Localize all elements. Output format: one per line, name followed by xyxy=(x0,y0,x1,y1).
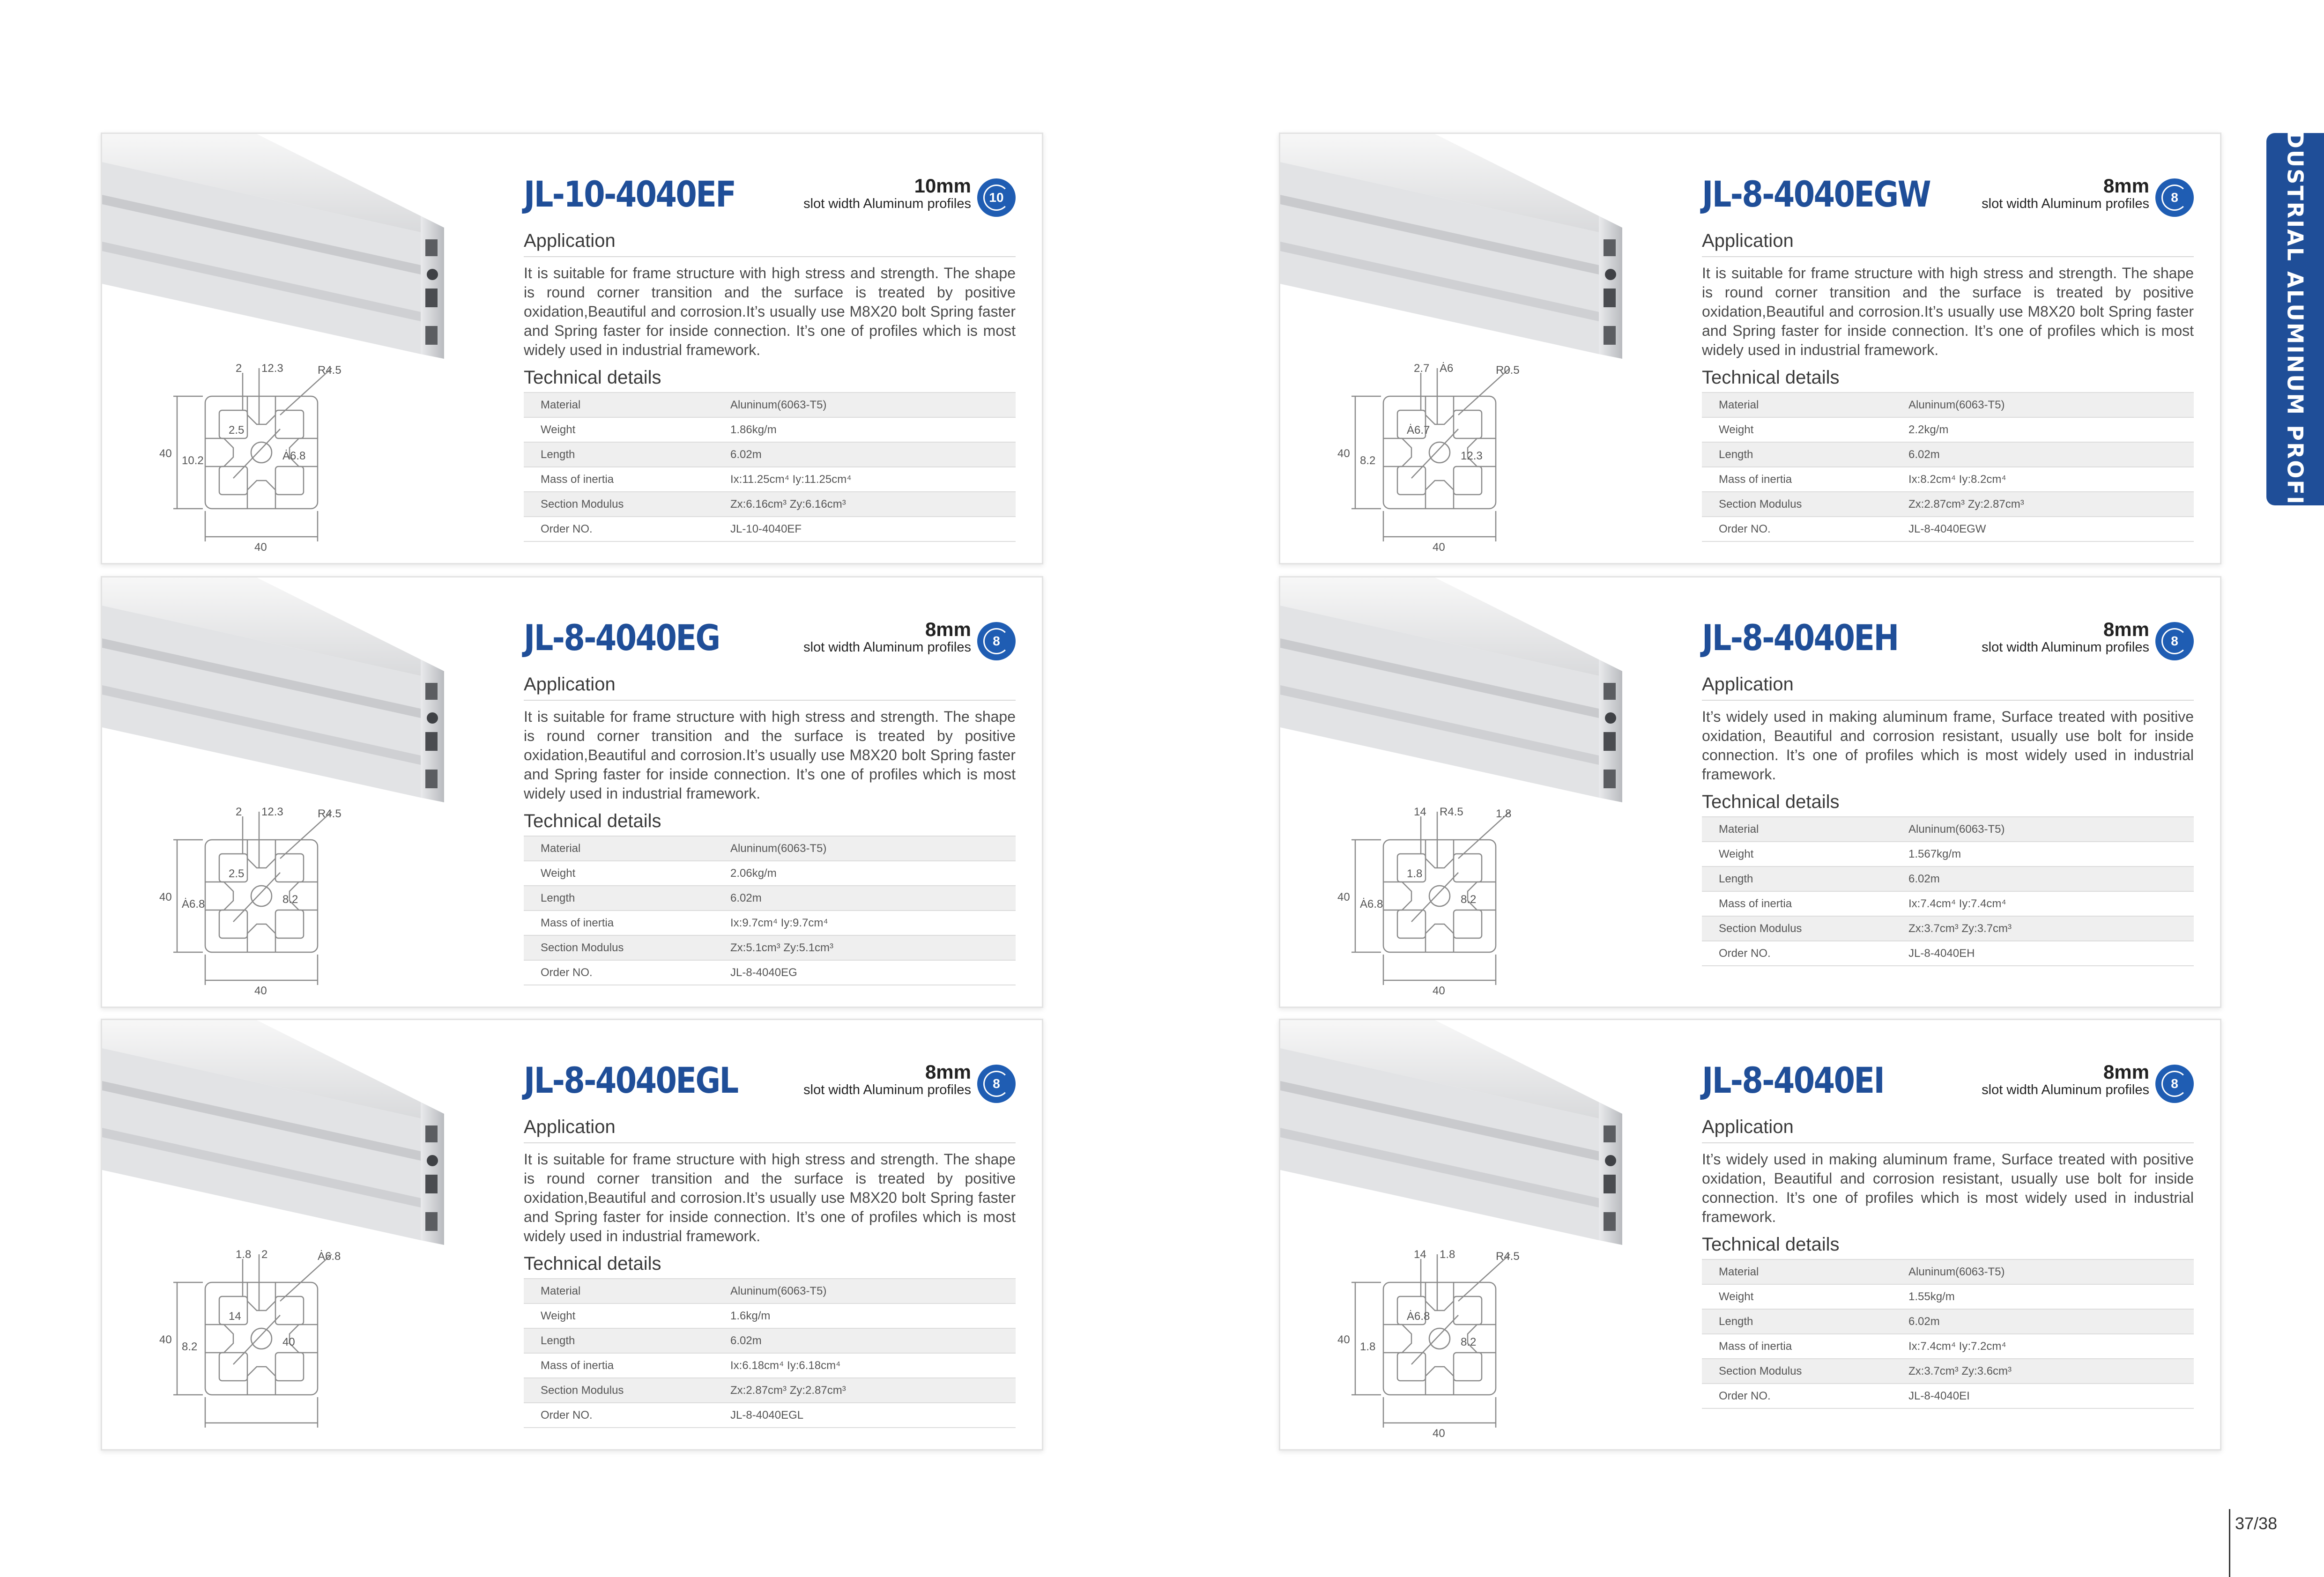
spec-key: Weight xyxy=(524,1303,713,1328)
spec-value: 6.02m xyxy=(713,886,1016,911)
spec-row-modulus xyxy=(1702,492,2194,517)
product-card-1 xyxy=(1279,133,2221,564)
spec-value: Zx:3.7cm³ Zy:3.6cm³ xyxy=(1892,1359,2194,1384)
cross-section-drawing xyxy=(159,1248,472,1451)
spec-key: Mass of inertia xyxy=(1702,1334,1892,1359)
spec-key: Section Modulus xyxy=(524,1378,713,1403)
spec-row-weight xyxy=(524,861,1016,886)
dim-label: 40 xyxy=(1337,1333,1350,1346)
section-side-tab xyxy=(2266,102,2324,537)
spec-row-modulus xyxy=(524,1378,1016,1403)
dim-label: Ȧ6.8 xyxy=(1360,898,1383,911)
slot-width-label xyxy=(1982,176,2149,212)
spec-row-weight xyxy=(524,1303,1016,1328)
profile-photo xyxy=(1280,577,1636,807)
spec-value: JL-8-4040EGW xyxy=(1892,517,2194,541)
slot-width-badge-icon xyxy=(977,178,1016,217)
dim-label: Ȧ6.8 xyxy=(318,1250,341,1263)
spec-value: Ix:7.4cm⁴ Iy:7.2cm⁴ xyxy=(1892,1334,2194,1359)
spec-value: Ix:7.4cm⁴ Iy:7.4cm⁴ xyxy=(1892,891,2194,916)
product-header xyxy=(1702,167,2194,218)
dim-label: 8.2 xyxy=(1461,893,1477,906)
dim-label: 8.2 xyxy=(282,893,298,906)
application-text: It is suitable for frame structure with high stress and strength. The shape is round corner transition and the surface is treated by positive oxidation,Beautiful and corrosion.It’s usually use M8X20 bolt Spring faster and Spring faster for inside connection. It’s one of profiles which is most widely used in industrial framework. xyxy=(524,1151,1016,1244)
spec-value: 1.6kg/m xyxy=(713,1303,1016,1328)
spec-row-weight xyxy=(1702,1284,2194,1309)
dim-label: 2 xyxy=(236,362,242,375)
product-header xyxy=(524,167,1016,218)
spec-key: Mass of inertia xyxy=(524,467,713,492)
spec-key: Section Modulus xyxy=(1702,492,1892,517)
spec-row-material xyxy=(1702,392,2194,417)
spec-key: Weight xyxy=(1702,842,1892,866)
dim-label: 1.8 xyxy=(236,1248,252,1261)
slot-width-description: slot width Aluminum profiles xyxy=(1982,1082,2149,1097)
spec-value: JL-8-4040EG xyxy=(713,960,1016,985)
spec-row-length xyxy=(1702,866,2194,891)
spec-table xyxy=(1702,1259,2194,1409)
spec-value: Aluninum(6063-T5) xyxy=(713,1279,1016,1303)
application-heading: Application xyxy=(1702,1117,2194,1143)
product-card-5 xyxy=(1279,1019,2221,1451)
slot-width-description: slot width Aluminum profiles xyxy=(1982,640,2149,655)
spec-value: 1.55kg/m xyxy=(1892,1284,2194,1309)
spec-row-order xyxy=(524,1403,1016,1428)
slot-width-badge-icon xyxy=(977,1065,1016,1103)
spec-row-inertia xyxy=(1702,1334,2194,1359)
spec-value: Ix:6.18cm⁴ Iy:6.18cm⁴ xyxy=(713,1353,1016,1378)
spec-row-inertia xyxy=(524,467,1016,492)
side-tab-label: INDUSTRIAL ALUMINUM PROFILE xyxy=(2282,102,2308,537)
badge-number: 8 xyxy=(983,1071,1010,1097)
spec-key: Material xyxy=(524,836,713,861)
spec-key: Material xyxy=(524,1279,713,1303)
spec-table xyxy=(524,392,1016,542)
spec-key: Weight xyxy=(1702,417,1892,442)
dim-label: 1.8 xyxy=(1496,807,1512,820)
application-text: It’s widely used in making aluminum frame, Surface treated with positive oxidation, Beautiful and corrosion resistant, usually use bolt for inside connection. It’s one of profiles which is most widely used in industrial framework. xyxy=(1702,1151,2194,1225)
spec-row-weight xyxy=(1702,417,2194,442)
product-card-2 xyxy=(101,576,1043,1008)
product-card-3 xyxy=(1279,576,2221,1008)
spec-value: Aluninum(6063-T5) xyxy=(713,392,1016,417)
spec-key: Length xyxy=(1702,1309,1892,1334)
spec-key: Section Modulus xyxy=(524,935,713,960)
spec-key: Order NO. xyxy=(524,1403,713,1428)
product-model-title: JL-8-4040EG xyxy=(524,617,720,659)
product-model-title: JL-8-4040EH xyxy=(1702,617,1898,659)
spec-table xyxy=(524,836,1016,985)
spec-value: 6.02m xyxy=(1892,866,2194,891)
product-header xyxy=(1702,610,2194,662)
dim-label: 1.8 xyxy=(1407,867,1423,880)
slot-width-description: slot width Aluminum profiles xyxy=(803,196,971,211)
slot-width-value: 8mm xyxy=(925,1061,971,1083)
profile-photo xyxy=(102,1020,458,1250)
spec-key: Mass of inertia xyxy=(524,911,713,935)
spec-row-length xyxy=(524,886,1016,911)
cross-section-drawing xyxy=(1337,1248,1650,1451)
dim-label: R4.5 xyxy=(318,364,342,377)
spec-row-weight xyxy=(524,417,1016,442)
spec-key: Section Modulus xyxy=(1702,916,1892,941)
application-text: It is suitable for frame structure with high stress and strength. The shape is round corner transition and the surface is treated by positive oxidation,Beautiful and corrosion.It’s usually use M8X20 bolt Spring faster and Spring faster for inside connection. It’s one of profiles which is most widely used in industrial framework. xyxy=(524,708,1016,802)
spec-row-modulus xyxy=(1702,1359,2194,1384)
spec-row-material xyxy=(524,1279,1016,1303)
spec-value: 1.567kg/m xyxy=(1892,842,2194,866)
spec-row-length xyxy=(1702,1309,2194,1334)
spec-value: 6.02m xyxy=(1892,1309,2194,1334)
spec-key: Length xyxy=(1702,442,1892,467)
spec-row-material xyxy=(524,392,1016,417)
dim-label: R4.5 xyxy=(318,807,342,820)
dim-label: 40 xyxy=(1337,891,1350,903)
slot-width-label xyxy=(1982,1062,2149,1098)
spec-value: 2.06kg/m xyxy=(713,861,1016,886)
spec-row-inertia xyxy=(1702,891,2194,916)
spec-key: Length xyxy=(524,1328,713,1353)
spec-key: Section Modulus xyxy=(1702,1359,1892,1384)
cross-section-drawing xyxy=(159,806,472,1008)
spec-value: 6.02m xyxy=(713,1328,1016,1353)
dim-label: Ȧ6.8 xyxy=(182,898,205,911)
dim-label: R4.5 xyxy=(1496,1250,1520,1263)
spec-value: Zx:5.1cm³ Zy:5.1cm³ xyxy=(713,935,1016,960)
spec-key: Weight xyxy=(524,417,713,442)
spec-row-length xyxy=(524,1328,1016,1353)
dim-label: 40 xyxy=(254,985,267,997)
dim-label: Ȧ6.8 xyxy=(282,450,306,462)
slot-width-value: 8mm xyxy=(2103,1061,2149,1083)
spec-value: Zx:2.87cm³ Zy:2.87cm³ xyxy=(713,1378,1016,1403)
dim-label: 1.8 xyxy=(1440,1248,1455,1261)
spec-key: Length xyxy=(524,886,713,911)
profile-photo xyxy=(102,134,458,363)
slot-width-value: 10mm xyxy=(914,175,971,197)
spec-key: Weight xyxy=(1702,1284,1892,1309)
dim-label: 8.2 xyxy=(1461,1336,1477,1348)
slot-width-description: slot width Aluminum profiles xyxy=(1982,196,2149,211)
product-model-title: JL-10-4040EF xyxy=(524,173,735,215)
spec-row-inertia xyxy=(524,1353,1016,1378)
spec-row-modulus xyxy=(524,935,1016,960)
spec-value: JL-10-4040EF xyxy=(713,517,1016,541)
spec-key: Order NO. xyxy=(524,517,713,541)
spec-row-inertia xyxy=(524,911,1016,935)
spec-row-length xyxy=(524,442,1016,467)
dim-label: 8.2 xyxy=(182,1340,198,1353)
dim-label: Ȧ6.8 xyxy=(1407,1310,1430,1323)
spec-key: Mass of inertia xyxy=(1702,891,1892,916)
spec-key: Length xyxy=(1702,866,1892,891)
product-header xyxy=(524,610,1016,662)
dim-label: 40 xyxy=(159,1333,172,1346)
spec-row-order xyxy=(524,517,1016,541)
slot-width-badge-icon xyxy=(977,622,1016,660)
dim-label: 2 xyxy=(261,1248,268,1261)
dim-label: 12.3 xyxy=(1461,450,1483,462)
product-model-title: JL-8-4040EGW xyxy=(1702,173,1930,215)
cross-section-drawing xyxy=(159,362,472,564)
dim-label: 40 xyxy=(1433,985,1445,997)
spec-key: Material xyxy=(1702,1259,1892,1284)
spec-key: Order NO. xyxy=(1702,1384,1892,1408)
dim-label: 12.3 xyxy=(261,806,283,818)
slot-width-label xyxy=(1982,620,2149,656)
slot-width-badge-icon xyxy=(2155,178,2194,217)
dim-label: 40 xyxy=(282,1336,295,1348)
product-card-4 xyxy=(101,1019,1043,1451)
product-header xyxy=(1702,1053,2194,1104)
badge-number: 8 xyxy=(2161,1071,2188,1097)
spec-value: Aluninum(6063-T5) xyxy=(713,836,1016,861)
dim-label: 14 xyxy=(229,1310,241,1323)
technical-details-heading: Technical details xyxy=(524,811,661,831)
spec-value: 2.2kg/m xyxy=(1892,417,2194,442)
dim-label: 1.8 xyxy=(1360,1340,1376,1353)
spec-row-weight xyxy=(1702,842,2194,866)
dim-label: 2.5 xyxy=(229,424,245,437)
dim-label: 2 xyxy=(236,806,242,818)
spec-key: Length xyxy=(524,442,713,467)
spec-value: Zx:2.87cm³ Zy:2.87cm³ xyxy=(1892,492,2194,517)
product-model-title: JL-8-4040EGL xyxy=(524,1059,738,1101)
application-heading: Application xyxy=(1702,674,2194,701)
slot-width-label xyxy=(803,176,971,212)
dim-label: 40 xyxy=(1433,1427,1445,1440)
page-number: 37/38 xyxy=(2229,1509,2277,1577)
cross-section-drawing xyxy=(1337,806,1650,1008)
dim-label: 8.2 xyxy=(1360,454,1376,467)
spec-key: Material xyxy=(1702,392,1892,417)
spec-key: Material xyxy=(1702,817,1892,842)
spec-row-order xyxy=(1702,1384,2194,1408)
slot-width-label xyxy=(803,620,971,656)
product-model-title: JL-8-4040EI xyxy=(1702,1059,1884,1101)
spec-value: Ix:8.2cm⁴ Iy:8.2cm⁴ xyxy=(1892,467,2194,492)
spec-row-modulus xyxy=(524,492,1016,517)
slot-width-value: 8mm xyxy=(925,618,971,640)
dim-label: 14 xyxy=(1414,1248,1426,1261)
spec-value: Zx:3.7cm³ Zy:3.7cm³ xyxy=(1892,916,2194,941)
spec-key: Section Modulus xyxy=(524,492,713,517)
dim-label: 40 xyxy=(254,541,267,554)
dim-label: Ȧ6.7 xyxy=(1407,424,1430,437)
spec-value: 6.02m xyxy=(713,442,1016,467)
slot-width-value: 8mm xyxy=(2103,618,2149,640)
spec-table xyxy=(1702,816,2194,966)
spec-value: Aluninum(6063-T5) xyxy=(1892,392,2194,417)
profile-photo xyxy=(102,577,458,807)
slot-width-description: slot width Aluminum profiles xyxy=(803,640,971,655)
product-card-0 xyxy=(101,133,1043,564)
spec-table xyxy=(524,1278,1016,1428)
spec-value: JL-8-4040EI xyxy=(1892,1384,2194,1408)
dim-label: 2.5 xyxy=(229,867,245,880)
product-header xyxy=(524,1053,1016,1104)
spec-value: Ix:9.7cm⁴ Iy:9.7cm⁴ xyxy=(713,911,1016,935)
application-text: It is suitable for frame structure with high stress and strength. The shape is round corner transition and the surface is treated by positive oxidation,Beautiful and corrosion.It’s usually use M8X20 bolt Spring faster and Spring faster for inside connection. It’s one of profiles which is most widely used in industrial framework. xyxy=(524,265,1016,358)
spec-row-material xyxy=(524,836,1016,861)
cross-section-drawing xyxy=(1337,362,1650,564)
spec-key: Order NO. xyxy=(1702,941,1892,966)
spec-value: JL-8-4040EH xyxy=(1892,941,2194,966)
spec-key: Material xyxy=(524,392,713,417)
dim-label: 40 xyxy=(1433,541,1445,554)
dim-label: 40 xyxy=(1337,447,1350,460)
spec-value: Ix:11.25cm⁴ Iy:11.25cm⁴ xyxy=(713,467,1016,492)
dim-label: R4.5 xyxy=(1440,806,1463,818)
spec-value: Aluninum(6063-T5) xyxy=(1892,817,2194,842)
spec-key: Order NO. xyxy=(524,960,713,985)
technical-details-heading: Technical details xyxy=(1702,367,1840,388)
spec-key: Order NO. xyxy=(1702,517,1892,541)
slot-width-description: slot width Aluminum profiles xyxy=(803,1082,971,1097)
application-heading: Application xyxy=(524,1117,1016,1143)
dim-label: Ȧ6 xyxy=(1440,362,1454,375)
slot-width-badge-icon xyxy=(2155,622,2194,660)
spec-value: Zx:6.16cm³ Zy:6.16cm³ xyxy=(713,492,1016,517)
spec-row-material xyxy=(1702,817,2194,842)
application-heading: Application xyxy=(524,674,1016,701)
badge-number: 8 xyxy=(983,628,1010,654)
spec-row-inertia xyxy=(1702,467,2194,492)
application-heading: Application xyxy=(1702,230,2194,257)
profile-photo xyxy=(1280,1020,1636,1250)
spec-row-order xyxy=(1702,941,2194,966)
technical-details-heading: Technical details xyxy=(524,1253,661,1274)
spec-key: Weight xyxy=(524,861,713,886)
technical-details-heading: Technical details xyxy=(524,367,661,388)
badge-number: 8 xyxy=(2161,185,2188,211)
technical-details-heading: Technical details xyxy=(1702,792,1840,812)
spec-value: Aluninum(6063-T5) xyxy=(1892,1259,2194,1284)
spec-value: JL-8-4040EGL xyxy=(713,1403,1016,1428)
dim-label: 40 xyxy=(159,891,172,903)
slot-width-label xyxy=(803,1062,971,1098)
spec-row-order xyxy=(1702,517,2194,541)
dim-label: 14 xyxy=(1414,806,1426,818)
spec-row-order xyxy=(524,960,1016,985)
spec-row-modulus xyxy=(1702,916,2194,941)
spec-value: 6.02m xyxy=(1892,442,2194,467)
dim-label: 40 xyxy=(159,447,172,460)
technical-details-heading: Technical details xyxy=(1702,1234,1840,1255)
slot-width-badge-icon xyxy=(2155,1065,2194,1103)
spec-table xyxy=(1702,392,2194,542)
application-heading: Application xyxy=(524,230,1016,257)
dim-label: 2.7 xyxy=(1414,362,1430,375)
dim-label: 12.3 xyxy=(261,362,283,375)
badge-number: 10 xyxy=(983,185,1010,211)
dim-label: R0.5 xyxy=(1496,364,1520,377)
application-text: It’s widely used in making aluminum frame, Surface treated with positive oxidation, Beautiful and corrosion resistant, usually use bolt for inside connection. It’s one of profiles which is most widely used in industrial framework. xyxy=(1702,708,2194,783)
badge-number: 8 xyxy=(2161,628,2188,654)
slot-width-value: 8mm xyxy=(2103,175,2149,197)
spec-value: 1.86kg/m xyxy=(713,417,1016,442)
spec-row-material xyxy=(1702,1259,2194,1284)
spec-key: Mass of inertia xyxy=(524,1353,713,1378)
profile-photo xyxy=(1280,134,1636,363)
application-text: It is suitable for frame structure with high stress and strength. The shape is round corner transition and the surface is treated by positive oxidation,Beautiful and corrosion.It’s usually use M8X20 bolt Spring faster and Spring faster for inside connection. It’s one of profiles which is most widely used in industrial framework. xyxy=(1702,265,2194,358)
spec-key: Mass of inertia xyxy=(1702,467,1892,492)
dim-label: 10.2 xyxy=(182,454,204,467)
spec-row-length xyxy=(1702,442,2194,467)
